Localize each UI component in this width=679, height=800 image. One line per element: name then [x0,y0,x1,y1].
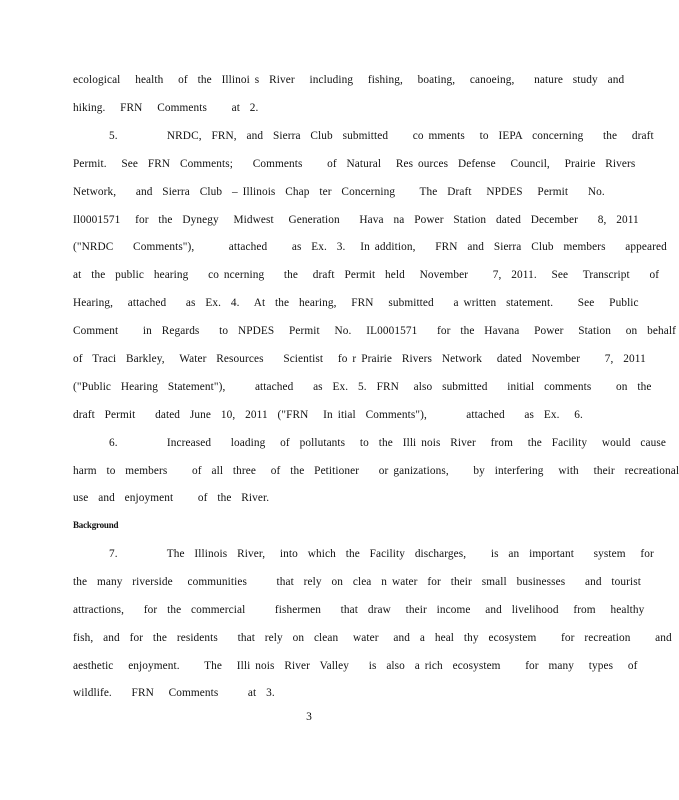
text-line: hiking. FRN Comments at 2. [73,102,259,114]
text-line: Hearing, attached as Ex. 4. At the hearing, FRN submitted a written statement. See Public [73,297,639,309]
text-line: Il0001571 for the Dynegy Midwest Generation Hava na Power Station dated December 8, 2011 [73,214,639,226]
text-line: ("NRDC Comments"), attached as Ex. 3. In addition, FRN and Sierra Club members appeared [73,241,667,253]
paragraph-7-line: 7. The Illinois River, into which the Facility discharges, is an important system for [109,548,654,560]
text-line: aesthetic enjoyment. The Illi nois River Valley is also a rich ecosystem for many types of [73,660,638,672]
text-line: attractions, for the commercial fishermen that draw their income and livelihood from healthy [73,604,645,616]
text-line: harm to members of all three of the Petitioner or ganizations, by interfering with their recreational [73,465,679,477]
page-number: 3 [306,711,312,723]
paragraph-5-line: 5. NRDC, FRN, and Sierra Club submitted co mments to IEPA concerning the draft [109,130,654,142]
text-line: of Traci Barkley, Water Resources Scientist fo r Prairie Rivers Network dated November 7, 2011 [73,353,646,365]
text-line: at the public hearing co ncerning the draft Permit held November 7, 2011. See Transcript of [73,269,660,281]
paragraph-6-line: 6. Increased loading of pollutants to the Illi nois River from the Facility would cause [109,437,667,449]
text-line: the many riverside communities that rely on clea n water for their small businesses and tourist [73,576,641,588]
text-line: wildlife. FRN Comments at 3. [73,687,275,699]
text-line: ("Public Hearing Statement"), attached as Ex. 5. FRN also submitted initial comments on the [73,381,652,393]
text-line: ecological health of the Illinoi s River including fishing, boating, canoeing, nature study and [73,74,625,86]
text-line: fish, and for the residents that rely on clean water and a heal thy ecosystem for recreation and [73,632,672,644]
text-line: Permit. See FRN Comments; Comments of Natural Res ources Defense Council, Prairie Rivers [73,158,636,170]
text-line: use and enjoyment of the River. [73,492,270,504]
section-heading: Background [73,520,119,530]
text-line: Comment in Regards to NPDES Permit No. IL0001571 for the Havana Power Station on behalf [73,325,676,337]
text-line: Network, and Sierra Club – Illinois Chap ter Concerning The Draft NPDES Permit No. [73,186,605,198]
text-line: draft Permit dated June 10, 2011 ("FRN In itial Comments"), attached as Ex. 6. [73,409,583,421]
